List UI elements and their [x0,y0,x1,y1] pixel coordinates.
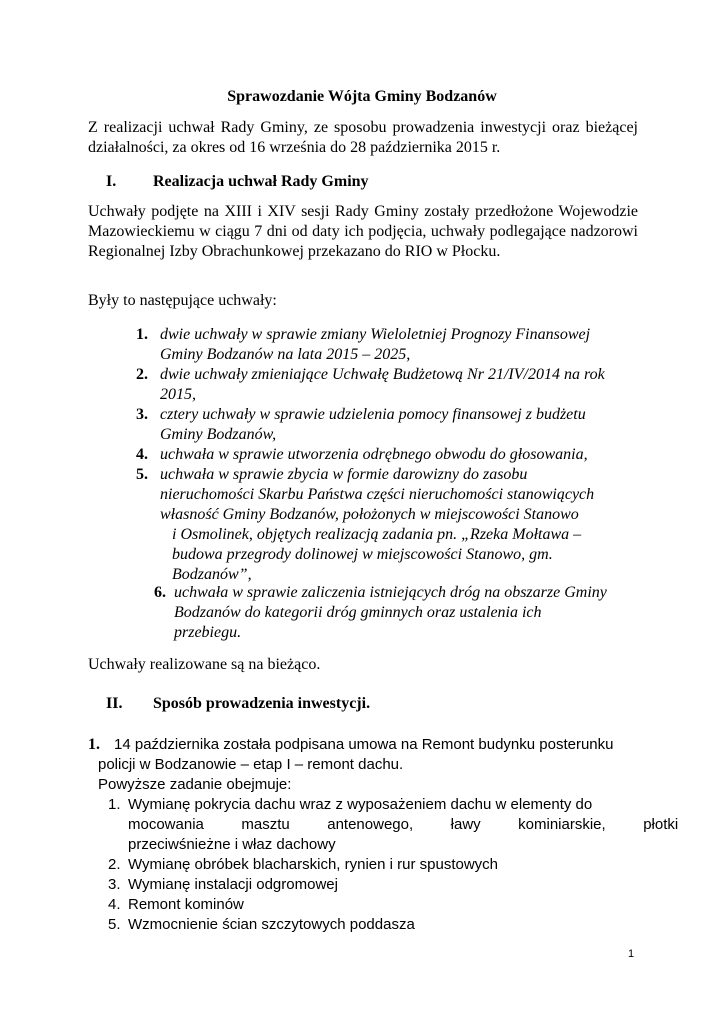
sub-list-item-number: 2. [108,856,121,873]
sub-list-item-number: 4. [108,896,121,913]
sub-list-item-line: Wymianę pokrycia dachu wraz z wyposażeniem dachu w elementy do [128,796,593,813]
list-item-line: własność Gminy Bodzanów, położonych w miejscowości Stanowo [160,506,579,523]
investment-sub-intro: Powyższe zadanie obejmuje: [98,776,292,793]
sub-list-item-line: przeciwśnieżne i właz dachowy [128,836,336,853]
list-item-line: dwie uchwały zmieniające Uchwałę Budżetową Nr 21/IV/2014 na rok [160,366,605,383]
list-item-line: dwie uchwały w sprawie zmiany Wieloletniej Prognozy Finansowej [160,326,591,343]
list-item-number: 2. [136,366,148,383]
section2-number: II. [106,695,123,712]
section1-closing: Uchwały realizowane są na bieżąco. [88,656,321,673]
sub-list-item-line: Wzmocnienie ścian szczytowych poddasza [128,916,415,933]
sub-list-item-number: 3. [108,876,121,893]
list-intro: Były to następujące uchwały: [88,292,277,309]
sub-list-item-line: Wymianę instalacji odgromowej [128,876,338,893]
list-item-line: Gminy Bodzanów, [160,426,277,443]
sub-list-item-line: Remont kominów [128,896,244,913]
list-item-number: 5. [136,466,148,483]
list-item-line: i Osmolinek, objętych realizacją zadania pn. „Rzeka Mołtawa – [172,526,582,543]
sub-list-item [108,795,679,855]
page-number: 1 [628,948,635,960]
investment-item-number: 1. [88,736,100,753]
investment-item-line: policji w Bodzanowie – etap I – remont dachu. [98,756,404,773]
list-item-number: 1. [136,326,148,343]
investment-item-line: 14 października została podpisana umowa na Remont budynku posterunku [114,736,614,753]
list-item-line: Bodzanów do kategorii dróg gminnych oraz ustalenia ich [174,604,542,621]
list-item-line: Bodzanów”, [172,566,252,583]
intro-paragraph: Z realizacji uchwał Rady Gminy, ze sposobu prowadzenia inwestycji oraz bieżącej działalności, za okres od 16 września do 28 października 2015 r. [88,119,638,156]
list-item-line: 2015, [160,386,196,403]
list-item-line: cztery uchwały w sprawie udzielenia pomocy finansowej z budżetu [160,406,586,423]
document-title: Sprawozdanie Wójta Gminy Bodzanów [227,88,497,105]
section1-heading: Realizacja uchwał Rady Gminy [153,173,369,190]
list-item-number: 4. [136,446,148,463]
list-item-line: budowa przegrody dolinowej w miejscowości Stanowo, gm. [172,546,553,563]
sub-list-item-line: mocowania masztu antenowego, ławy kominiarskie, płotki [128,816,679,833]
section2-heading: Sposób prowadzenia inwestycji. [153,695,371,712]
list-item-line: Gminy Bodzanów na lata 2015 – 2025, [160,346,411,363]
list-item-line: uchwała w sprawie zaliczenia istniejących dróg na obszarze Gminy [174,584,607,601]
list-item-line: uchwała w sprawie utworzenia odrębnego obwodu do głosowania, [160,446,588,463]
section1-paragraph: Uchwały podjęte na XIII i XIV sesji Rady Gminy zostały przedłożone Wojewodzie Mazowieckiemu w ciągu 7 dni od daty ich podjęcia, uchwały podlegające nadzorowi Regionalnej Izby Obrachunkowej przekazano do RIO w Płocku. [88,203,638,260]
list-item-number: 6. [154,584,166,601]
sub-list-item-number: 1. [108,796,121,813]
sub-list-item-number: 5. [108,916,121,933]
list-item-line: nieruchomości Skarbu Państwa części nieruchomości stanowiących [160,486,595,503]
list-item-number: 3. [136,406,148,423]
section1-number: I. [106,173,117,190]
list-item-line: przebiegu. [174,624,242,641]
list-item-line: uchwała w sprawie zbycia w formie darowizny do zasobu [160,466,528,483]
sub-list-item-line: Wymianę obróbek blacharskich, rynien i rur spustowych [128,856,499,873]
